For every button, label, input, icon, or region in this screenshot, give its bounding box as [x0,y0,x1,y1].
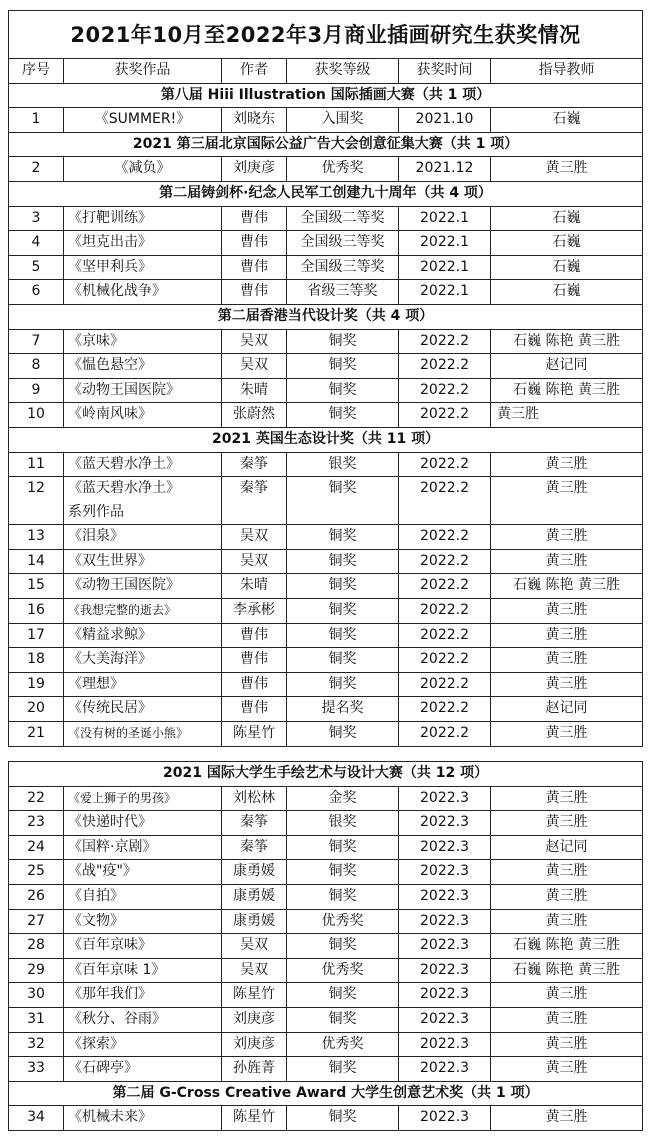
cell-level: 优秀奖 [287,1032,399,1057]
table-row [9,697,643,722]
cell-level: 铜奖 [287,623,399,648]
cell-no: 10 [9,403,64,428]
cell-date: 2022.2 [399,574,491,599]
table-row [9,672,643,697]
cell-no: 17 [9,623,64,648]
cell-work: 《坚甲利兵》 [64,255,222,280]
cell-work: 《我想完整的逝去》 [64,599,222,624]
cell-author: 曹伟 [222,206,287,231]
cell-date: 2022.3 [399,1057,491,1082]
cell-no: 18 [9,648,64,673]
cell-level: 铜奖 [287,648,399,673]
cell-level: 铜奖 [287,354,399,379]
table-row [9,1007,643,1032]
table-row [9,255,643,280]
cell-work: 《传统民居》 [64,697,222,722]
column-header: 获奖作品 [64,59,222,84]
cell-level: 提名奖 [287,697,399,722]
cell-advisor: 黄三胜 [491,648,643,673]
cell-date: 2022.2 [399,329,491,354]
cell-level: 省级三等奖 [287,280,399,305]
cell-date: 2022.3 [399,1032,491,1057]
cell-author: 曹伟 [222,623,287,648]
cell-advisor: 黄三胜 [491,452,643,477]
table-row [9,909,643,934]
cell-date: 2021.12 [399,157,491,182]
cell-no: 22 [9,786,64,811]
cell-work: 《文物》 [64,909,222,934]
table-row [9,599,643,624]
cell-no: 4 [9,231,64,256]
cell-work: 《自拍》 [64,884,222,909]
cell-date: 2022.3 [399,1007,491,1032]
cell-author: 孙旌菁 [222,1057,287,1082]
table-row [9,231,643,256]
cell-author: 吴双 [222,525,287,550]
section-row [9,1081,643,1106]
cell-author: 陈星竹 [222,722,287,747]
cell-work [64,477,222,525]
cell-date: 2022.2 [399,722,491,747]
cell-work: 《双生世界》 [64,549,222,574]
cell-date: 2022.2 [399,378,491,403]
cell-no: 7 [9,329,64,354]
cell-level: 铜奖 [287,599,399,624]
cell-date: 2022.2 [399,403,491,428]
page-title: 2021年10月至2022年3月商业插画研究生获奖情况 [9,11,643,59]
cell-author: 刘晓东 [222,108,287,133]
cell-work: 《机械未来》 [64,1106,222,1131]
cell-work: 《岭南风味》 [64,403,222,428]
cell-date: 2022.2 [399,648,491,673]
cell-work: 《探索》 [64,1032,222,1057]
table-row [9,811,643,836]
cell-no: 26 [9,884,64,909]
cell-work: 《那年我们》 [64,983,222,1008]
cell-level: 优秀奖 [287,958,399,983]
cell-level: 全国级三等奖 [287,255,399,280]
cell-advisor: 石巍 [491,108,643,133]
cell-no: 11 [9,452,64,477]
cell-advisor: 石巍 陈艳 黄三胜 [491,378,643,403]
cell-work: 《秋分、谷雨》 [64,1007,222,1032]
cell-level: 铜奖 [287,934,399,959]
cell-level: 铜奖 [287,1106,399,1131]
cell-work: 《打靶训练》 [64,206,222,231]
table-row [9,108,643,133]
cell-date: 2022.2 [399,672,491,697]
cell-no: 19 [9,672,64,697]
cell-author: 吴双 [222,934,287,959]
cell-level: 入围奖 [287,108,399,133]
cell-work: 《战"疫"》 [64,860,222,885]
cell-no: 29 [9,958,64,983]
cell-date: 2022.2 [399,452,491,477]
cell-no: 23 [9,811,64,836]
cell-advisor: 黄三胜 [491,549,643,574]
work-subtitle: 系列作品 [68,503,124,520]
cell-author: 曹伟 [222,697,287,722]
cell-date: 2022.3 [399,860,491,885]
section-title: 第二届香港当代设计奖（共 4 项） [9,304,643,329]
section-title: 2021 第三届北京国际公益广告大会创意征集大赛（共 1 项） [9,132,643,157]
cell-advisor: 黄三胜 [491,860,643,885]
cell-work: 《理想》 [64,672,222,697]
cell-advisor: 石巍 陈艳 黄三胜 [491,958,643,983]
table-row [9,860,643,885]
cell-level: 全国级三等奖 [287,231,399,256]
cell-date: 2022.2 [399,697,491,722]
cell-advisor: 黄三胜 [491,525,643,550]
table-row [9,354,643,379]
table-row [9,648,643,673]
table-row [9,1057,643,1082]
table-row [9,934,643,959]
cell-work: 《坦克出击》 [64,231,222,256]
cell-advisor: 石巍 [491,280,643,305]
cell-author: 陈星竹 [222,1106,287,1131]
cell-level: 铜奖 [287,672,399,697]
cell-advisor: 黄三胜 [491,672,643,697]
table-row [9,525,643,550]
cell-advisor: 赵记同 [491,835,643,860]
cell-advisor: 黄三胜 [491,1057,643,1082]
cell-advisor: 石巍 陈艳 黄三胜 [491,574,643,599]
cell-author: 曹伟 [222,280,287,305]
cell-work: 《爱上狮子的男孩》 [64,786,222,811]
cell-date: 2022.3 [399,786,491,811]
awards-table-part-1 [8,10,643,747]
section-title: 2021 国际大学生手绘艺术与设计大赛（共 12 项） [9,762,643,787]
cell-no: 27 [9,909,64,934]
cell-advisor: 石巍 [491,206,643,231]
cell-author: 秦筝 [222,477,287,525]
cell-work: 《愠色悬空》 [64,354,222,379]
cell-author: 康勇媛 [222,884,287,909]
cell-advisor: 黄三胜 [491,983,643,1008]
cell-no: 32 [9,1032,64,1057]
cell-advisor: 赵记同 [491,697,643,722]
cell-level: 金奖 [287,786,399,811]
cell-no: 3 [9,206,64,231]
table-row [9,280,643,305]
column-header: 获奖时间 [399,59,491,84]
cell-advisor: 黄三胜 [491,909,643,934]
cell-author: 吴双 [222,354,287,379]
cell-date: 2022.1 [399,231,491,256]
cell-date: 2022.2 [399,549,491,574]
cell-work: 《国粹·京剧》 [64,835,222,860]
cell-no: 21 [9,722,64,747]
cell-author: 曹伟 [222,672,287,697]
cell-advisor: 黄三胜 [491,599,643,624]
cell-work: 《SUMMER!》 [64,108,222,133]
table-row [9,983,643,1008]
cell-author: 李承彬 [222,599,287,624]
cell-no: 30 [9,983,64,1008]
cell-date: 2022.2 [399,599,491,624]
table-row [9,884,643,909]
cell-work: 《大美海洋》 [64,648,222,673]
cell-advisor: 黄三胜 [491,1106,643,1131]
cell-date: 2022.2 [399,623,491,648]
table-row [9,623,643,648]
cell-level: 铜奖 [287,403,399,428]
cell-level: 优秀奖 [287,909,399,934]
cell-advisor: 石巍 [491,231,643,256]
cell-date: 2022.1 [399,255,491,280]
cell-advisor: 石巍 [491,255,643,280]
section-row [9,181,643,206]
table-row [9,452,643,477]
cell-level: 银奖 [287,452,399,477]
section-row [9,304,643,329]
cell-author: 康勇媛 [222,909,287,934]
cell-author: 张蔚然 [222,403,287,428]
cell-author: 吴双 [222,958,287,983]
column-header: 作者 [222,59,287,84]
cell-level: 铜奖 [287,525,399,550]
section-title: 2021 英国生态设计奖（共 11 项） [9,427,643,452]
cell-advisor: 赵记同 [491,354,643,379]
cell-author: 康勇媛 [222,860,287,885]
cell-author: 刘庚彦 [222,157,287,182]
cell-no: 31 [9,1007,64,1032]
cell-date: 2022.2 [399,525,491,550]
cell-advisor: 黄三胜 [491,157,643,182]
table-row [9,157,643,182]
cell-no: 14 [9,549,64,574]
cell-no: 13 [9,525,64,550]
cell-author: 秦筝 [222,452,287,477]
cell-level: 铜奖 [287,1007,399,1032]
cell-no: 20 [9,697,64,722]
table-row [9,958,643,983]
cell-level: 铜奖 [287,574,399,599]
cell-advisor: 黄三胜 [491,786,643,811]
cell-author: 吴双 [222,329,287,354]
cell-date: 2022.3 [399,884,491,909]
cell-level: 铜奖 [287,722,399,747]
table-row [9,1032,643,1057]
table-row [9,722,643,747]
cell-work: 《泪泉》 [64,525,222,550]
cell-no: 25 [9,860,64,885]
cell-no: 1 [9,108,64,133]
cell-date: 2022.3 [399,958,491,983]
cell-level: 银奖 [287,811,399,836]
cell-work: 《蓝天碧水净土》 [64,452,222,477]
table-row [9,835,643,860]
cell-level: 铜奖 [287,329,399,354]
cell-work: 《百年京味》 [64,934,222,959]
cell-author: 曹伟 [222,255,287,280]
table-row [9,786,643,811]
cell-level: 铜奖 [287,378,399,403]
cell-date: 2022.3 [399,835,491,860]
cell-work: 《石碑亭》 [64,1057,222,1082]
table-row [9,403,643,428]
section-row [9,762,643,787]
cell-date: 2022.1 [399,280,491,305]
column-header: 序号 [9,59,64,84]
section-row [9,83,643,108]
cell-no: 9 [9,378,64,403]
cell-work: 《没有树的圣诞小熊》 [64,722,222,747]
cell-advisor: 黄三胜 [491,884,643,909]
cell-work: 《减负》 [64,157,222,182]
cell-work: 《机械化战争》 [64,280,222,305]
cell-level: 优秀奖 [287,157,399,182]
cell-level: 铜奖 [287,884,399,909]
table-row [9,574,643,599]
cell-author: 曹伟 [222,231,287,256]
cell-date: 2022.1 [399,206,491,231]
cell-advisor: 黄三胜 [491,722,643,747]
cell-advisor: 黄三胜 [491,1007,643,1032]
cell-date: 2022.2 [399,354,491,379]
cell-level: 铜奖 [287,549,399,574]
cell-advisor: 黄三胜 [491,403,643,428]
cell-no: 28 [9,934,64,959]
cell-author: 刘松林 [222,786,287,811]
cell-level: 铜奖 [287,983,399,1008]
cell-author: 陈星竹 [222,983,287,1008]
cell-no: 34 [9,1106,64,1131]
cell-no: 5 [9,255,64,280]
table-row [9,549,643,574]
cell-no: 8 [9,354,64,379]
table-row [9,477,643,525]
section-title: 第二届 G-Cross Creative Award 大学生创意艺术奖（共 1 项） [9,1081,643,1106]
table-row [9,1106,643,1131]
cell-author: 朱晴 [222,574,287,599]
cell-author: 曹伟 [222,648,287,673]
cell-author: 朱晴 [222,378,287,403]
cell-author: 刘庚彦 [222,1032,287,1057]
column-header: 指导教师 [491,59,643,84]
cell-advisor: 黄三胜 [491,623,643,648]
cell-author: 吴双 [222,549,287,574]
cell-date: 2022.3 [399,1106,491,1131]
cell-date: 2022.3 [399,934,491,959]
cell-level: 全国级二等奖 [287,206,399,231]
cell-work: 《京味》 [64,329,222,354]
table-header-row [9,59,643,84]
cell-date: 2022.2 [399,477,491,525]
section-row [9,132,643,157]
cell-work: 《动物王国医院》 [64,378,222,403]
cell-author: 刘庚彦 [222,1007,287,1032]
work-title: 《蓝天碧水净土》 [68,480,180,497]
cell-work: 《百年京味 1》 [64,958,222,983]
cell-no: 24 [9,835,64,860]
cell-level: 铜奖 [287,1057,399,1082]
cell-author: 秦筝 [222,811,287,836]
column-header: 获奖等级 [287,59,399,84]
table-row [9,329,643,354]
cell-no: 33 [9,1057,64,1082]
table-row [9,206,643,231]
cell-date: 2022.3 [399,983,491,1008]
cell-work: 《动物王国医院》 [64,574,222,599]
cell-author: 秦筝 [222,835,287,860]
cell-advisor: 黄三胜 [491,1032,643,1057]
cell-no: 16 [9,599,64,624]
section-title: 第二届铸剑杯·纪念人民军工创建九十周年（共 4 项） [9,181,643,206]
cell-level: 铜奖 [287,835,399,860]
cell-advisor: 黄三胜 [491,811,643,836]
cell-advisor: 石巍 陈艳 黄三胜 [491,329,643,354]
cell-date: 2022.3 [399,909,491,934]
cell-advisor: 黄三胜 [491,477,643,525]
cell-level: 铜奖 [287,860,399,885]
cell-no: 15 [9,574,64,599]
table-row [9,378,643,403]
section-row [9,427,643,452]
cell-date: 2021.10 [399,108,491,133]
cell-level: 铜奖 [287,477,399,525]
cell-no: 6 [9,280,64,305]
cell-advisor: 石巍 陈艳 黄三胜 [491,934,643,959]
cell-no: 12 [9,477,64,525]
cell-work: 《快递时代》 [64,811,222,836]
cell-date: 2022.3 [399,811,491,836]
cell-work: 《精益求鲸》 [64,623,222,648]
cell-no: 2 [9,157,64,182]
awards-table-part-2 [8,761,643,1131]
section-title: 第八届 Hiii Illustration 国际插画大赛（共 1 项） [9,83,643,108]
